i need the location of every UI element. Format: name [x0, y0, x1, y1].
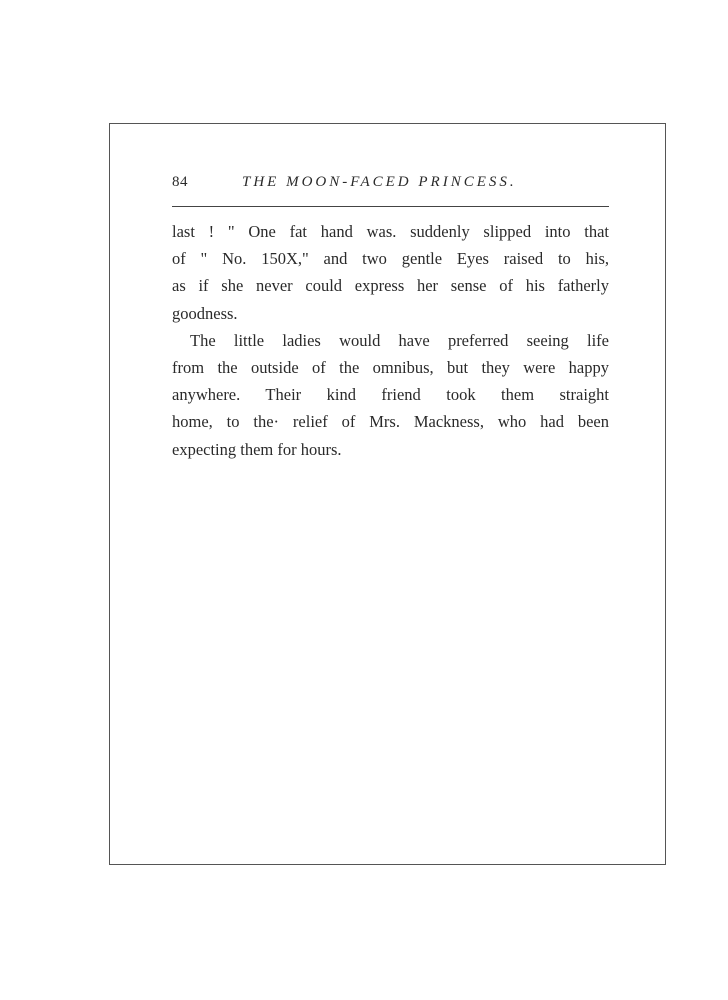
text-line: goodness.	[172, 303, 238, 323]
paragraph	[172, 218, 609, 327]
text-line: expecting them for hours.	[172, 439, 342, 459]
body-text	[172, 218, 609, 463]
header-rule	[172, 206, 609, 207]
text-line: last ! " One fat hand was. suddenly slipped into that	[172, 222, 609, 241]
page-number: 84	[172, 174, 188, 190]
paragraph	[172, 327, 609, 463]
running-title: THE MOON-FACED PRINCESS.	[242, 174, 517, 190]
text-line: anywhere. Their kind friend took them straight	[172, 385, 609, 405]
running-head	[172, 174, 609, 196]
text-line: of " No. 150X," and two gentle Eyes raised to his,	[172, 249, 609, 269]
text-line: The little ladies would have preferred seeing life	[190, 330, 609, 350]
text-line: from the outside of the omnibus, but they were happy	[172, 358, 609, 378]
text-line: as if she never could express her sense of his fatherly	[172, 276, 609, 296]
text-line: home, to the· relief of Mrs. Mackness, who had been	[172, 412, 609, 432]
